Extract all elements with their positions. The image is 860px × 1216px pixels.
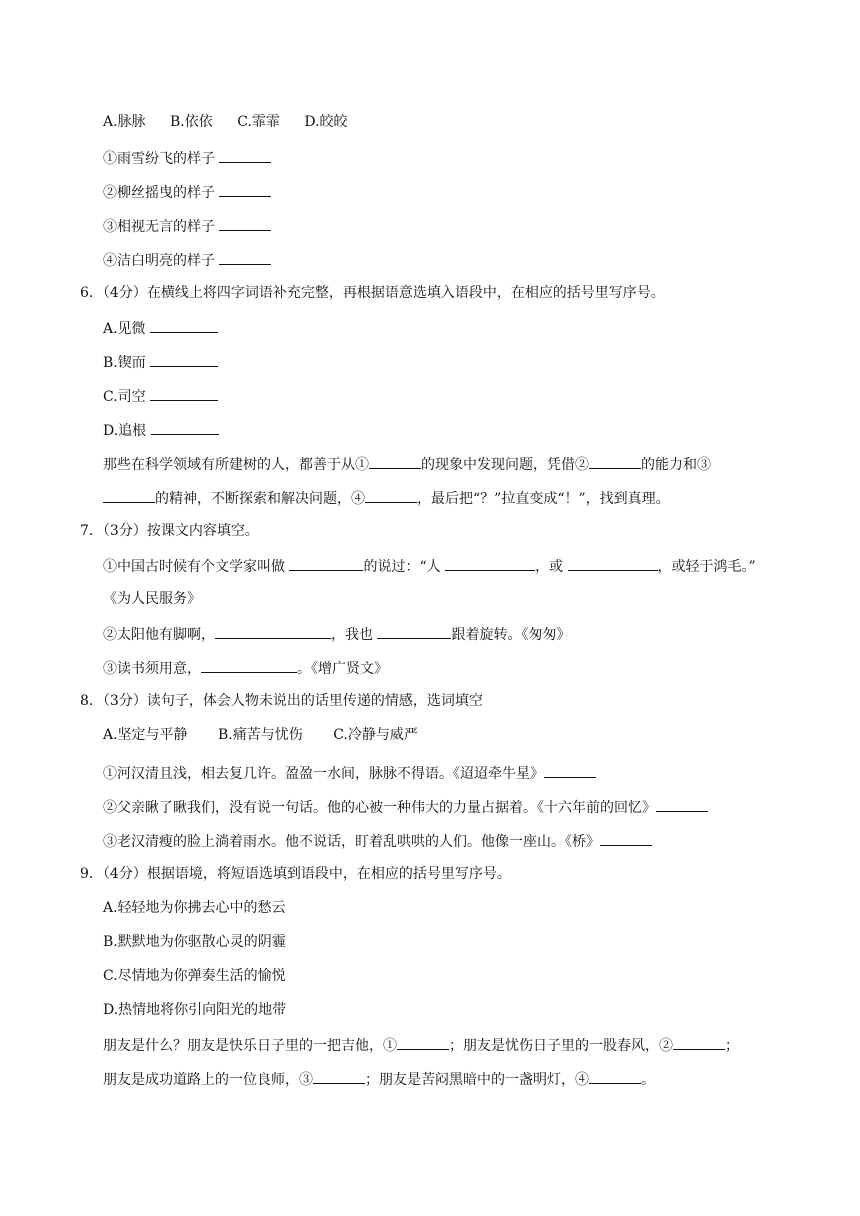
answer-blank[interactable] — [103, 487, 155, 503]
q5-item-2: ②柳丝摇曳的样子 — [103, 181, 271, 203]
q5-item-1: ①雨雪纷飞的样子 — [103, 147, 271, 169]
q6-paragraph-line-1: 那些在科学领域有所建树的人，都善于从① 的现象中发现问题，凭借② 的能力和③ — [103, 453, 711, 475]
answer-blank[interactable] — [656, 796, 708, 812]
q9-paragraph-line-1: 朋友是什么？朋友是快乐日子里的一把吉他，① ；朋友是忧伤日子里的一股春风，② ； — [103, 1034, 739, 1056]
q9-option-c: C.尽情地为你弹奏生活的愉悦 — [103, 968, 286, 984]
q6-option-b: B.锲而 — [103, 351, 218, 373]
answer-blank[interactable] — [219, 249, 271, 265]
answer-blank[interactable] — [568, 555, 658, 571]
q9-stem: 9．（4分）根据语境，将短语选填到语段中，在相应的括号里写序号。 — [80, 866, 511, 882]
answer-blank[interactable] — [589, 1068, 641, 1084]
answer-blank[interactable] — [151, 419, 219, 435]
q7-line-2: 《为人民服务》 — [103, 591, 201, 607]
answer-blank[interactable] — [673, 1034, 725, 1050]
q8-sentence-2: ②父亲瞅了瞅我们，没有说一句话。他的心被一种伟大的力量占据着。《十六年前的回忆》 — [103, 796, 708, 818]
answer-blank[interactable] — [150, 351, 218, 367]
q8-option-c: C.冷静与威严 — [333, 727, 418, 743]
q8-option-b: B.痛苦与忧伤 — [218, 727, 303, 743]
answer-blank[interactable] — [219, 215, 271, 231]
q6-option-d: D.追根 — [103, 419, 219, 441]
answer-blank[interactable] — [544, 762, 596, 778]
answer-blank[interactable] — [397, 1034, 449, 1050]
q9-option-a: A.轻轻地为你拂去心中的愁云 — [103, 900, 286, 916]
q6-paragraph-line-2: 的精神，不断探索和解决问题，④ ，最后把“？”拉直变成“！”，找到真理。 — [103, 487, 670, 509]
answer-blank[interactable] — [201, 657, 297, 673]
q9-option-b: B.默默地为你驱散心灵的阴霾 — [103, 934, 286, 950]
answer-blank[interactable] — [150, 317, 218, 333]
answer-blank[interactable] — [150, 385, 218, 401]
q8-sentence-1: ①河汉清且浅，相去复几许。盈盈一水间，脉脉不得语。《迢迢牵牛星》 — [103, 762, 596, 784]
q6-stem: 6．（4分）在横线上将四字词语补充完整，再根据语意选填入语段中，在相应的括号里写序号。 — [80, 285, 665, 301]
answer-blank[interactable] — [369, 453, 421, 469]
q5-option-d: D.皎皎 — [304, 114, 348, 130]
q9-option-d: D.热情地将你引向阳光的地带 — [103, 1002, 287, 1018]
answer-blank[interactable] — [313, 1068, 365, 1084]
answer-blank[interactable] — [445, 555, 535, 571]
q8-sentence-3: ③老汉清瘦的脸上淌着雨水。他不说话，盯着乱哄哄的人们。他像一座山。《桥》 — [103, 830, 652, 852]
q7-line-3: ②太阳他有脚啊， ，我也 跟着旋转。《匆匆》 — [103, 623, 570, 645]
q8-option-a: A.坚定与平静 — [103, 727, 188, 743]
answer-blank[interactable] — [600, 830, 652, 846]
q5-option-a: A.脉脉 — [103, 114, 146, 130]
answer-blank[interactable] — [377, 623, 451, 639]
q7-line-1: ①中国古时候有个文学家叫做 的说过：“人 ，或 ，或轻于鸿毛。” — [103, 555, 756, 577]
q6-option-c: C.司空 — [103, 385, 218, 407]
q5-option-c: C.霏霏 — [237, 114, 280, 130]
answer-blank[interactable] — [589, 453, 641, 469]
q8-options — [103, 725, 418, 745]
q5-item-3: ③相视无言的样子 — [103, 215, 271, 237]
q5-item-4: ④洁白明亮的样子 — [103, 249, 271, 271]
answer-blank[interactable] — [219, 181, 271, 197]
q6-option-a: A.见微 — [103, 317, 218, 339]
q5-option-b: B.依依 — [170, 114, 213, 130]
q7-line-4: ③读书须用意， 。《增广贤文》 — [103, 657, 388, 679]
q9-paragraph-line-2: 朋友是成功道路上的一位良师，③ ；朋友是苦闷黑暗中的一盏明灯，④ 。 — [103, 1068, 655, 1090]
answer-blank[interactable] — [289, 555, 363, 571]
q8-stem: 8．（3分）读句子，体会人物未说出的话里传递的情感，选词填空 — [80, 693, 483, 709]
answer-blank[interactable] — [365, 487, 417, 503]
q7-stem: 7．（3分）按课文内容填空。 — [80, 523, 259, 539]
answer-blank[interactable] — [219, 147, 271, 163]
q5-options — [103, 112, 356, 132]
answer-blank[interactable] — [215, 623, 331, 639]
